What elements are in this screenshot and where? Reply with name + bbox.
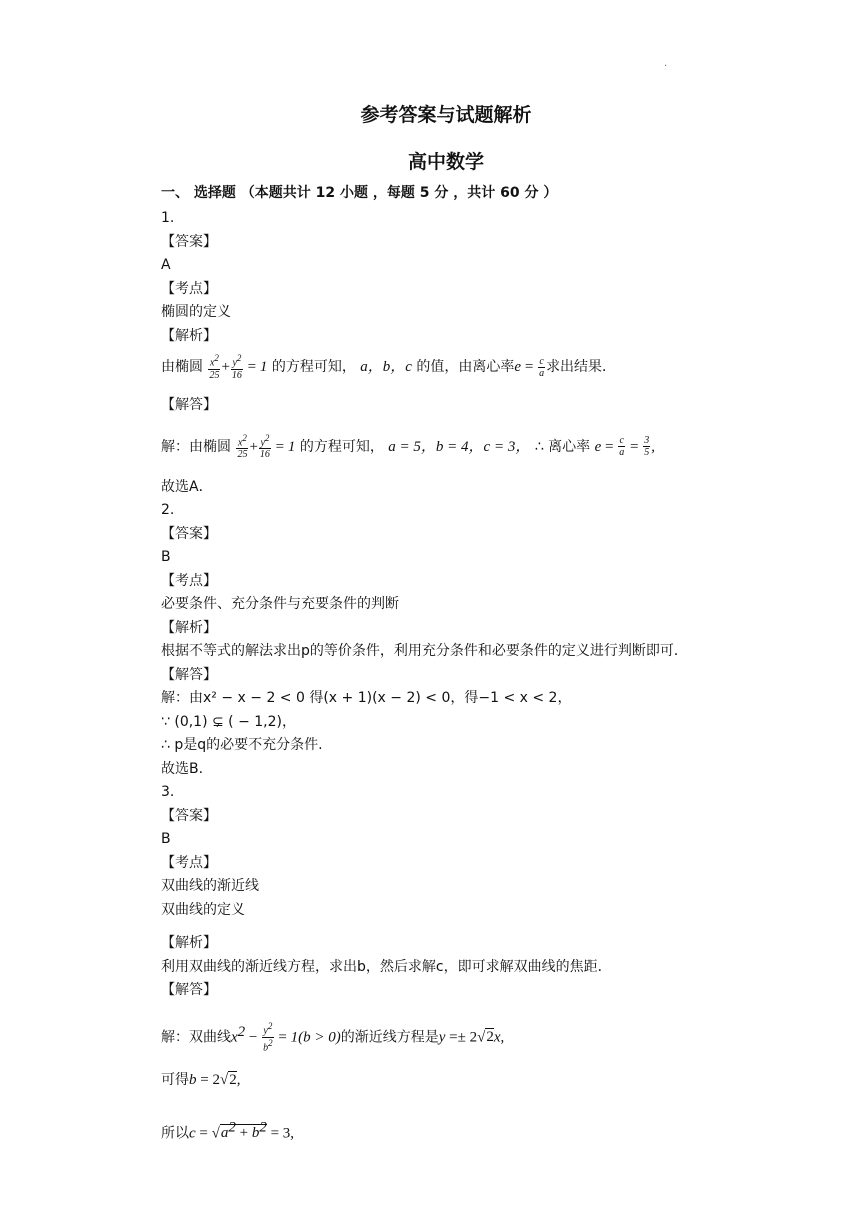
q2-topic: 必要条件、充分条件与充要条件的判断 <box>161 596 399 612</box>
q1-solution-pre: 解：由椭圆 <box>161 438 231 455</box>
q3-sol-pre: 解：双曲线 <box>161 1029 231 1046</box>
q1-analysis-mid: 的方程可知， <box>271 359 356 375</box>
q1-answer-tag: 【答案】 <box>161 233 217 250</box>
q3-topic-2: 双曲线的定义 <box>161 901 245 918</box>
q3-answer-tag: 【答案】 <box>161 807 217 824</box>
q1-solution-vals: a = 5，b = 4，c = 3， <box>388 438 531 455</box>
q2-solution-line-1: 解：由x² − x − 2 < 0 得(x + 1)(x − 2) < 0，得−1 < x < 2， <box>161 690 572 706</box>
corner-mark: . <box>664 58 668 69</box>
q2-number: 2. <box>161 502 175 518</box>
ellipse-term-x: $\frac{x^2}{25}$ <box>209 353 220 381</box>
q2-analysis-tag: 【解析】 <box>161 619 217 636</box>
q3-topic-tag: 【考点】 <box>161 854 217 871</box>
answer-content <box>161 207 801 1147</box>
q3-analysis-tag: 【解析】 <box>161 935 217 951</box>
q1-topic-tag: 【考点】 <box>161 280 217 297</box>
q1-answer: A <box>161 257 171 273</box>
q3-analysis: 利用双曲线的渐近线方程，求出b，然后求解c，即可求解双曲线的焦距． <box>161 958 612 975</box>
q3-sol-line3-pre: 所以 <box>161 1125 189 1142</box>
q1-solution-therefore: ∴ 离心率 <box>534 438 591 455</box>
q3-sol-post: 的渐近线方程是 <box>340 1029 439 1046</box>
q3-sol-line2-pre: 可得 <box>161 1071 189 1088</box>
q1-analysis-vars: a，b，c <box>360 359 412 375</box>
q2-choose: 故选B. <box>161 760 204 777</box>
q3-number: 3. <box>161 784 175 800</box>
q2-solution-line-3: ∴ p是q的必要不充分条件. <box>161 737 323 753</box>
document-subtitle: 高中数学 <box>407 151 484 173</box>
q2-solution-tag: 【解答】 <box>161 666 217 683</box>
q2-answer: B <box>161 549 171 565</box>
q1-analysis: 由椭圆 $\frac{x^2}{25}$ + $\frac{y^2}{16}$ = 1 的方程可知， a，b，c 的值，由离心率e = $\frac{c}{a}$ 求出结果． <box>161 353 617 381</box>
hyperbola-term-y: $\frac{y^2}{b^2}$ <box>263 1021 273 1053</box>
q1-number: 1. <box>161 210 175 226</box>
q1-analysis-tag: 【解析】 <box>161 327 217 344</box>
q1-analysis-pre: 由椭圆 <box>161 359 203 375</box>
document-title: 参考答案与试题解析 <box>360 104 532 126</box>
q1-analysis-end: 求出结果． <box>546 359 617 375</box>
q1-solution-tag: 【解答】 <box>161 397 217 413</box>
q3-topic-1: 双曲线的渐近线 <box>161 878 259 894</box>
q3-solution-line-3: 所以$c = √a^2 + b^2 = 3$, <box>161 1119 295 1142</box>
q1-topic: 椭圆的定义 <box>161 304 231 320</box>
eccentricity-fraction: $\frac{c}{a}$ <box>539 355 545 379</box>
q1-solution: 解：由椭圆 $\frac{x^2}{25}$ + $\frac{y^2}{16}$ = 1 的方程可知， a = 5，b = 4，c = 3， ∴ 离心率 e = $\frac{c}{a}$ = $\frac{3}{5}$ , <box>161 432 655 461</box>
q2-solution-line-2: ∵ (0,1) ⊊ ( − 1,2)， <box>161 713 296 730</box>
q3-solution-line-2: 可得b = 2√2, <box>161 1071 241 1088</box>
q3-answer: B <box>161 831 171 847</box>
q1-analysis-post: 的值，由离心率 <box>416 359 515 375</box>
ellipse-term-y: $\frac{y^2}{16}$ <box>231 353 242 381</box>
q3-solution-tag: 【解答】 <box>161 982 217 998</box>
q3-solution-line-1: 解：双曲线$x^2$ − $\frac{y^2}{b^2}$ = 1(b > 0)的渐近线方程是y =± 2√2x, <box>161 1021 505 1053</box>
q2-answer-tag: 【答案】 <box>161 525 217 542</box>
section-header: 一、 选择题 （本题共计 12 小题 ，每题 5 分 ，共计 60 分 ） <box>161 185 558 201</box>
q2-analysis: 根据不等式的解法求出p的等价条件，利用充分条件和必要条件的定义进行判断即可． <box>161 643 688 659</box>
q1-solution-mid: 的方程可知， <box>299 438 384 455</box>
q1-choose: 故选A． <box>161 478 213 495</box>
q2-topic-tag: 【考点】 <box>161 572 217 589</box>
